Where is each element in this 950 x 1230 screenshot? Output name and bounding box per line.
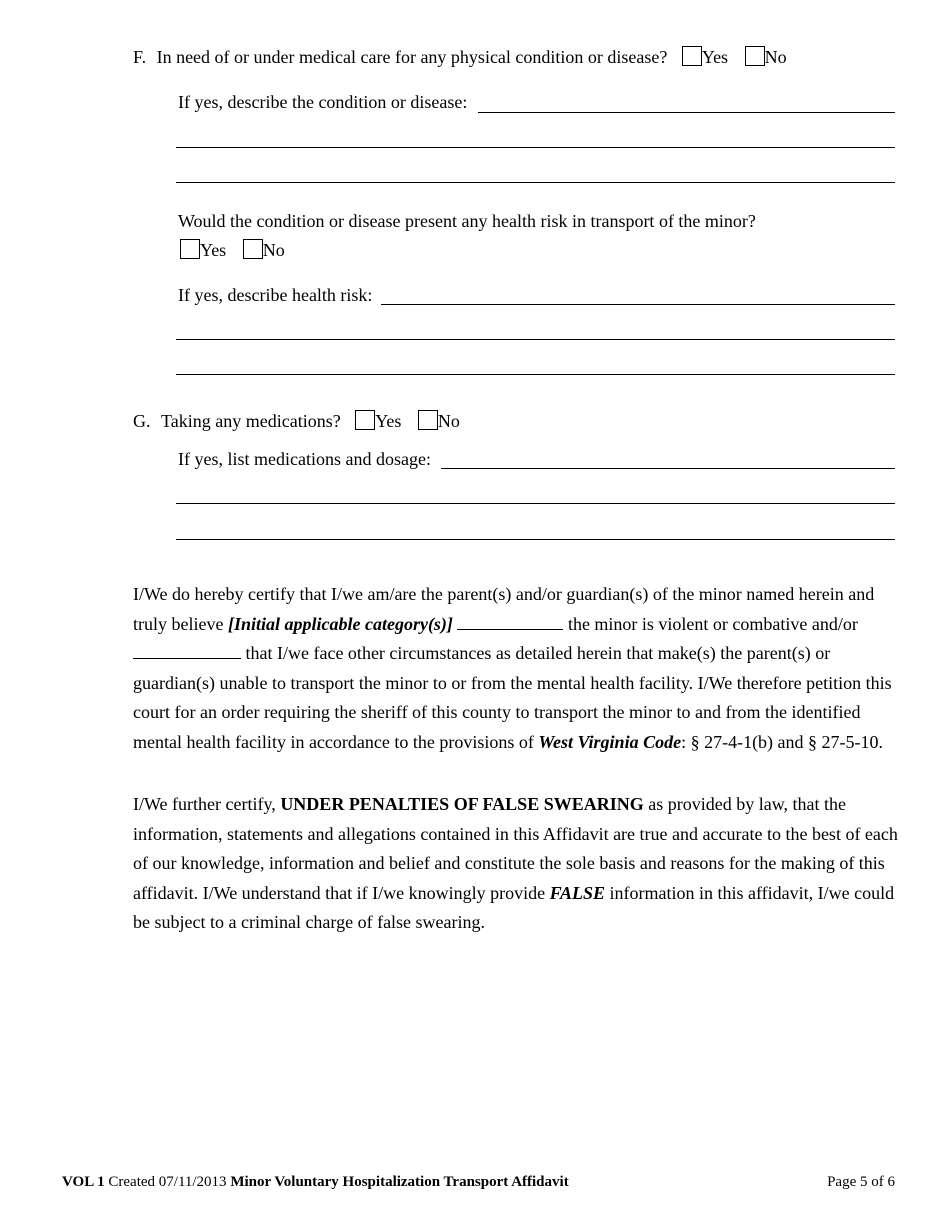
section-f-describe-line-2[interactable] — [176, 147, 895, 148]
further-text-3: information in this affidavit, I/we could be subject to a criminal charge of false swearing. — [133, 882, 895, 933]
section-f-describe-line-3[interactable] — [176, 182, 895, 183]
section-f-risk-no-label: No — [262, 240, 285, 260]
section-g-list-line-2[interactable] — [176, 503, 895, 504]
section-g-yes-checkbox[interactable] — [355, 410, 375, 430]
section-f-risk-yes-label: Yes — [200, 240, 227, 260]
section-f-risk-line-1[interactable] — [381, 304, 895, 305]
section-f-yes-label: Yes — [701, 47, 729, 67]
section-g-list-label: If yes, list medications and dosage: — [178, 449, 431, 469]
section-f-describe-label: If yes, describe the condition or disease: — [178, 92, 468, 112]
code-name: West Virginia Code — [538, 731, 682, 752]
section-f-describe-line-1[interactable] — [478, 112, 895, 113]
footer-left — [62, 1174, 569, 1191]
certify-text-1: I/We do hereby certify that I/we am/are the parent(s) and/or guardian(s) of the minor named herein and truly believe — [133, 584, 875, 634]
section-f-risk-yes-checkbox[interactable] — [180, 239, 200, 259]
certify-text-4: : § 27-4-1(b) and § 27-5-10. — [681, 731, 884, 752]
false-swearing-paragraph — [44, 790, 904, 938]
section-g-no-checkbox[interactable] — [418, 410, 438, 430]
section-f-no-checkbox[interactable] — [745, 46, 765, 66]
section-f-question: In need of or under medical care for any physical condition or disease? — [156, 47, 668, 67]
section-g-list-line-3[interactable] — [176, 539, 895, 540]
section-f-risk-line-2[interactable] — [176, 339, 895, 340]
section-f-risk-line-3[interactable] — [176, 374, 895, 375]
section-f-question-row — [133, 46, 787, 68]
section-f-risk-no-checkbox[interactable] — [243, 239, 263, 259]
certification-paragraph — [44, 580, 904, 758]
section-g-letter: G. — [133, 411, 151, 431]
footer-page-number: Page 5 of 6 — [827, 1174, 895, 1190]
certify-text-3: that I/we face other circumstances as detailed herein that make(s) the parent(s) or guardian(s) unable to transport the minor to or from the mental health facility. I/We therefore petition this court for an order requiring the sheriff of this county to transport the minor to and from the identified mental health facility in accordance to the provisions of — [133, 643, 892, 752]
further-text-1: I/We further certify, — [133, 794, 281, 814]
section-f-risk-describe-label: If yes, describe health risk: — [178, 285, 373, 305]
section-f-risk-question: Would the condition or disease present any health risk in transport of the minor? — [178, 211, 756, 231]
false-word: FALSE — [549, 882, 605, 903]
section-g-question-row — [133, 410, 460, 432]
penalties-text: UNDER PENALTIES OF FALSE SWEARING — [280, 794, 644, 814]
section-f-risk-options — [180, 239, 285, 261]
certify-text-2: the minor is violent or combative and/or — [563, 613, 858, 634]
section-g-question: Taking any medications? — [161, 411, 341, 431]
further-text-2: as provided by law, that the information, statements and allegations contained in this Affidavit are true and accurate to the best of each of our knowledge, information and belief and constitute the sole basis and reasons for the making of this affidavit. I/We understand that if I/we knowingly provide — [133, 794, 898, 903]
initial-other-blank[interactable] — [133, 642, 241, 659]
footer-created: Created 07/11/2013 — [108, 1174, 227, 1190]
section-g-no-label: No — [437, 411, 460, 431]
section-f-no-label: No — [764, 47, 787, 67]
initial-violent-blank[interactable] — [457, 613, 563, 630]
initial-category-label: [Initial applicable category(s)] — [227, 613, 453, 634]
footer-form-title: Minor Voluntary Hospitalization Transport Affidavit — [230, 1174, 569, 1190]
section-g-list-line-1[interactable] — [441, 468, 895, 469]
section-f-yes-checkbox[interactable] — [682, 46, 702, 66]
section-g-yes-label: Yes — [375, 411, 402, 431]
section-f-letter: F. — [133, 47, 147, 67]
footer-vol: VOL 1 — [62, 1174, 105, 1190]
